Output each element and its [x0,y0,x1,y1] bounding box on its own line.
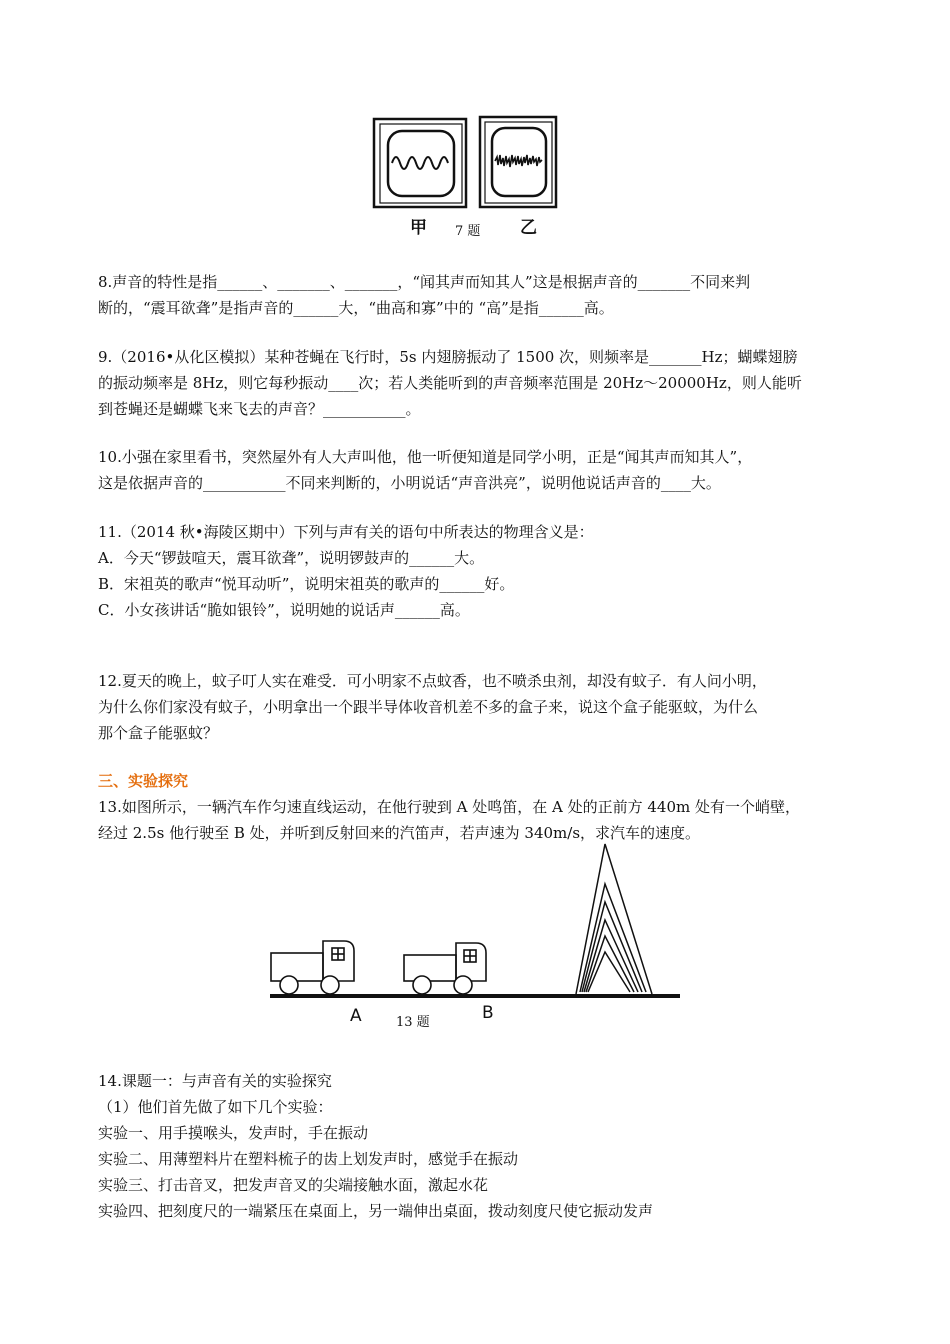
question-8-line-2: 断的，“震耳欲聋”是指声音的______大，“曲高和寡”中的 “高”是指______高。 [98,299,614,317]
figure-13-label-b: B [482,1003,494,1023]
oscilloscope-yi [480,117,556,207]
question-9-line-2: 的振动频率是 8Hz，则它每秒振动____次；若人类能听到的声音频率范围是 20Hz～20000Hz，则人能听 [98,374,802,392]
question-8 [98,269,858,321]
section-3-heading [98,768,858,794]
section-3-title: 三、实验探究 [98,772,189,790]
figure-7-label-jia: 甲 [410,218,427,238]
question-12 [98,668,858,746]
question-14-line-2: （1）他们首先做了如下几个实验： [98,1098,333,1116]
question-14-experiment-1: 实验一、用手摸喉头，发声时，手在振动 [98,1124,369,1142]
sine-wave [392,157,448,169]
noise-wave [495,155,542,167]
figure-7-oscilloscopes [372,115,558,240]
truck-at-b [404,943,486,994]
question-8-line-1: 8.声音的特性是指______、_______、_______，“闻其声而知其人”这是根据声音的_______不同来判 [98,273,751,291]
oscilloscope-jia [374,119,466,207]
question-11-option-b: B．宋祖英的歌声“悦耳动听”，说明宋祖英的歌声的______好。 [98,575,515,593]
question-11-option-a: A．今天“锣鼓喧天，震耳欲聋”，说明锣鼓声的______大。 [98,549,485,567]
question-9-line-1: 9.（2016•从化区模拟）某种苍蝇在飞行时，5s 内翅膀振动了 1500 次，则频率是_______Hz；蝴蝶翅膀 [98,348,798,366]
question-10 [98,444,858,496]
question-12-line-3: 那个盒子能驱蚊？ [98,724,219,742]
question-14-line-1: 14.课题一：与声音有关的实验探究 [98,1072,332,1090]
figure-13-label-a: A [350,1006,362,1026]
question-14-experiment-4: 实验四、把刻度尺的一端紧压在桌面上，另一端伸出桌面，拨动刻度尺使它振动发声 [98,1202,654,1220]
question-13-line-2: 经过 2.5s 他行驶至 B 处，并听到反射回来的汽笛声，若声速为 340m/s，求汽车的速度。 [98,824,701,842]
figure-13-trucks-cliff [268,838,684,1030]
question-14-experiment-3: 实验三、打击音叉，把发声音叉的尖端接触水面，激起水花 [98,1176,489,1194]
question-11-line-1: 11.（2014 秋•海陵区期中）下列与声有关的语句中所表达的物理含义是： [98,523,594,541]
question-11-option-c: C．小女孩讲话“脆如银铃”，说明她的说话声______高。 [98,601,470,619]
cliff-icon [576,844,652,994]
figure-7-label-yi: 乙 [520,218,537,238]
question-14-experiment-2: 实验二、用薄塑料片在塑料梳子的齿上划发声时，感觉手在振动 [98,1150,519,1168]
question-13-line-1: 13.如图所示，一辆汽车作匀速直线运动，在他行驶到 A 处鸣笛，在 A 处的正前方 440m 处有一个峭壁， [98,798,800,816]
question-9 [98,344,858,422]
question-10-line-2: 这是依据声音的___________不同来判断的，小明说话“声音洪亮”，说明他说话声音的____大。 [98,474,721,492]
question-12-line-2: 为什么你们家没有蚊子，小明拿出一个跟半导体收音机差不多的盒子来，说这个盒子能驱蚊，为什么 [98,698,759,716]
question-11 [98,519,858,623]
truck-at-a [271,941,354,994]
figure-13-caption: 13 题 [396,1015,430,1030]
question-10-line-1: 10.小强在家里看书，突然屋外有人大声叫他，他一听便知道是同学小明，正是“闻其声而知其人”， [98,448,753,466]
question-12-line-1: 12.夏天的晚上，蚊子叮人实在难受．可小明家不点蚊香，也不喷杀虫剂，却没有蚊子．有人问小明， [98,672,767,690]
question-9-line-3: 到苍蝇还是蝴蝶飞来飞去的声音？___________。 [98,400,421,418]
figure-7-caption: 7 题 [455,224,481,239]
question-14 [98,1068,858,1224]
